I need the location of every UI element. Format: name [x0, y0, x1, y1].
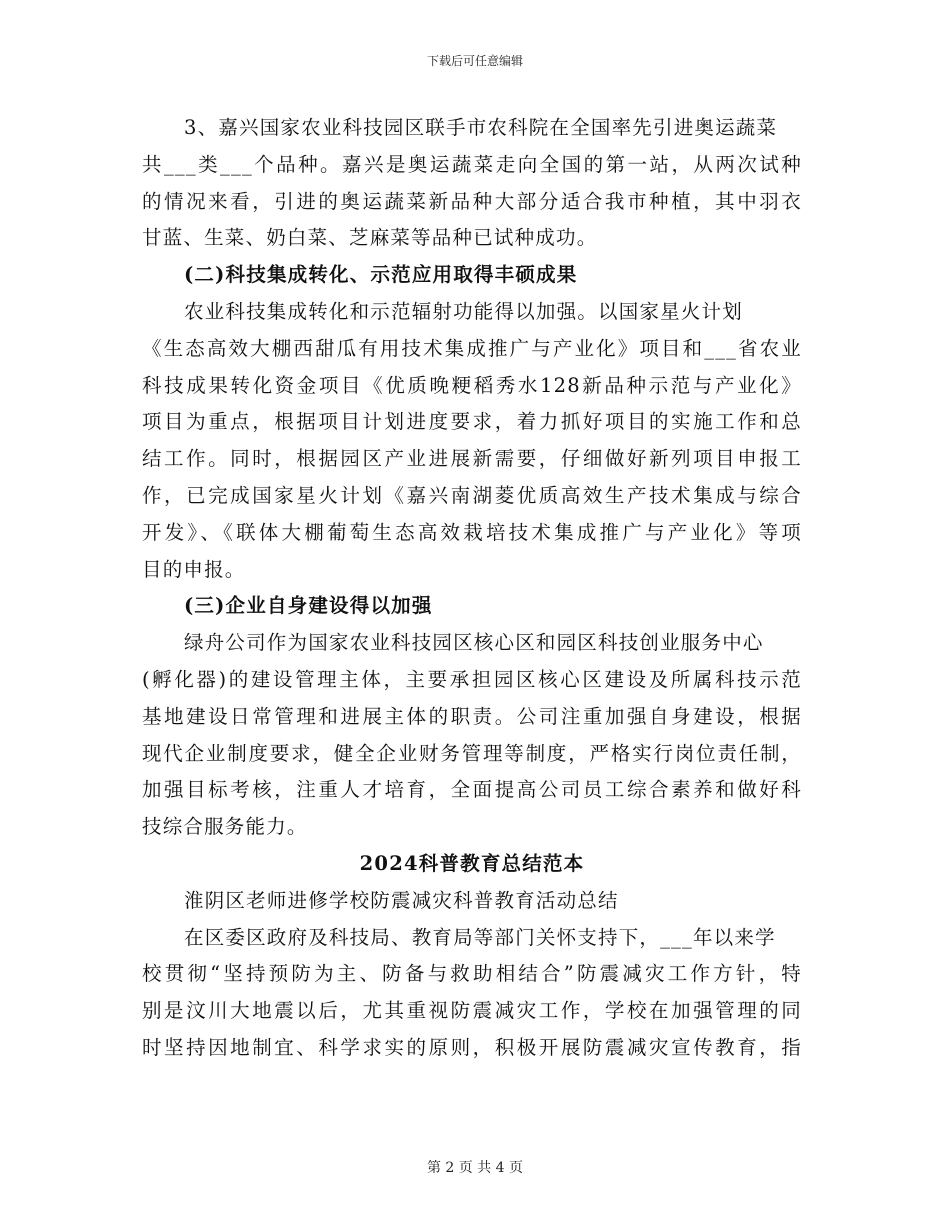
- paragraph-line: 校贯彻“坚持预防为主、防备与救助相结合”防震减灾工作方针，特: [142, 962, 802, 986]
- page-header: 下载后可任意编辑: [426, 54, 523, 68]
- paragraph-line: 结工作。同时，根据园区产业进展新需要，仔细做好新列项目申报工: [142, 447, 802, 471]
- paragraph-line: 别是汶川大地震以后，尤其重视防震减灾工作，学校在加强管理的同: [142, 999, 802, 1023]
- paragraph-line: 开发》、《联体大棚葡萄生态高效栽培技术集成推广与产业化》等项: [142, 520, 802, 544]
- paragraph-line: 作，已完成国家星火计划《嘉兴南湖菱优质高效生产技术集成与综合: [142, 483, 802, 507]
- paragraph-line: 科技成果转化资金项目《优质晚粳稻秀水128新品种示范与产业化》: [142, 373, 802, 397]
- document-body: [142, 110, 802, 1067]
- paragraph-line: 农业科技集成转化和示范辐射功能得以加强。以国家星火计划: [184, 299, 743, 323]
- paragraph-line: 技综合服务能力。: [142, 815, 308, 839]
- section-heading: (二)科技集成转化、示范应用取得丰硕成果: [184, 263, 578, 287]
- paragraph-line: 在区委区政府及科技局、教育局等部门关怀支持下，___年以来学: [184, 925, 776, 949]
- paragraph-line: (孵化器)的建设管理主体，主要承担园区核心区建设及所属科技示范: [142, 667, 802, 691]
- paragraph-line: 《生态高效大棚西甜瓜有用技术集成推广与产业化》项目和___省农业: [142, 336, 802, 360]
- paragraph-line: 3、嘉兴国家农业科技园区联手市农科院在全国率先引进奥运蔬菜: [184, 116, 778, 139]
- section-heading: (三)企业自身建设得以加强: [184, 594, 433, 618]
- paragraph-line: 时坚持因地制宜、科学求实的原则，积极开展防震减灾宣传教育，指: [142, 1035, 802, 1059]
- paragraph-line: 甘蓝、生菜、奶白菜、芝麻菜等品种已试种成功。: [142, 226, 598, 250]
- paragraph-line: 目的申报。: [142, 557, 246, 581]
- paragraph-line: 项目为重点，根据项目计划进度要求，着力抓好项目的实施工作和总: [142, 410, 802, 434]
- paragraph-line: 的情况来看，引进的奥运蔬菜新品种大部分适合我市种植，其中羽衣: [142, 189, 802, 213]
- paragraph-line: 共___类___个品种。嘉兴是奥运蔬菜走向全国的第一站，从两次试种: [142, 152, 802, 176]
- document-title: 2024科普教育总结范本: [359, 851, 585, 875]
- paragraph-line: 现代企业制度要求，健全企业财务管理等制度，严格实行岗位责任制，: [142, 741, 802, 765]
- page-number-footer: 第 2 页 共 4 页: [426, 1160, 524, 1176]
- paragraph-line: 加强目标考核，注重人才培育，全面提高公司员工综合素养和做好科: [142, 778, 802, 802]
- paragraph-line: 绿舟公司作为国家农业科技园区核心区和园区科技创业服务中心: [184, 631, 764, 655]
- document-subtitle: 淮阴区老师进修学校防震减灾科普教育活动总结: [184, 888, 619, 912]
- paragraph-line: 基地建设日常管理和进展主体的职责。公司注重加强自身建设，根据: [142, 704, 802, 728]
